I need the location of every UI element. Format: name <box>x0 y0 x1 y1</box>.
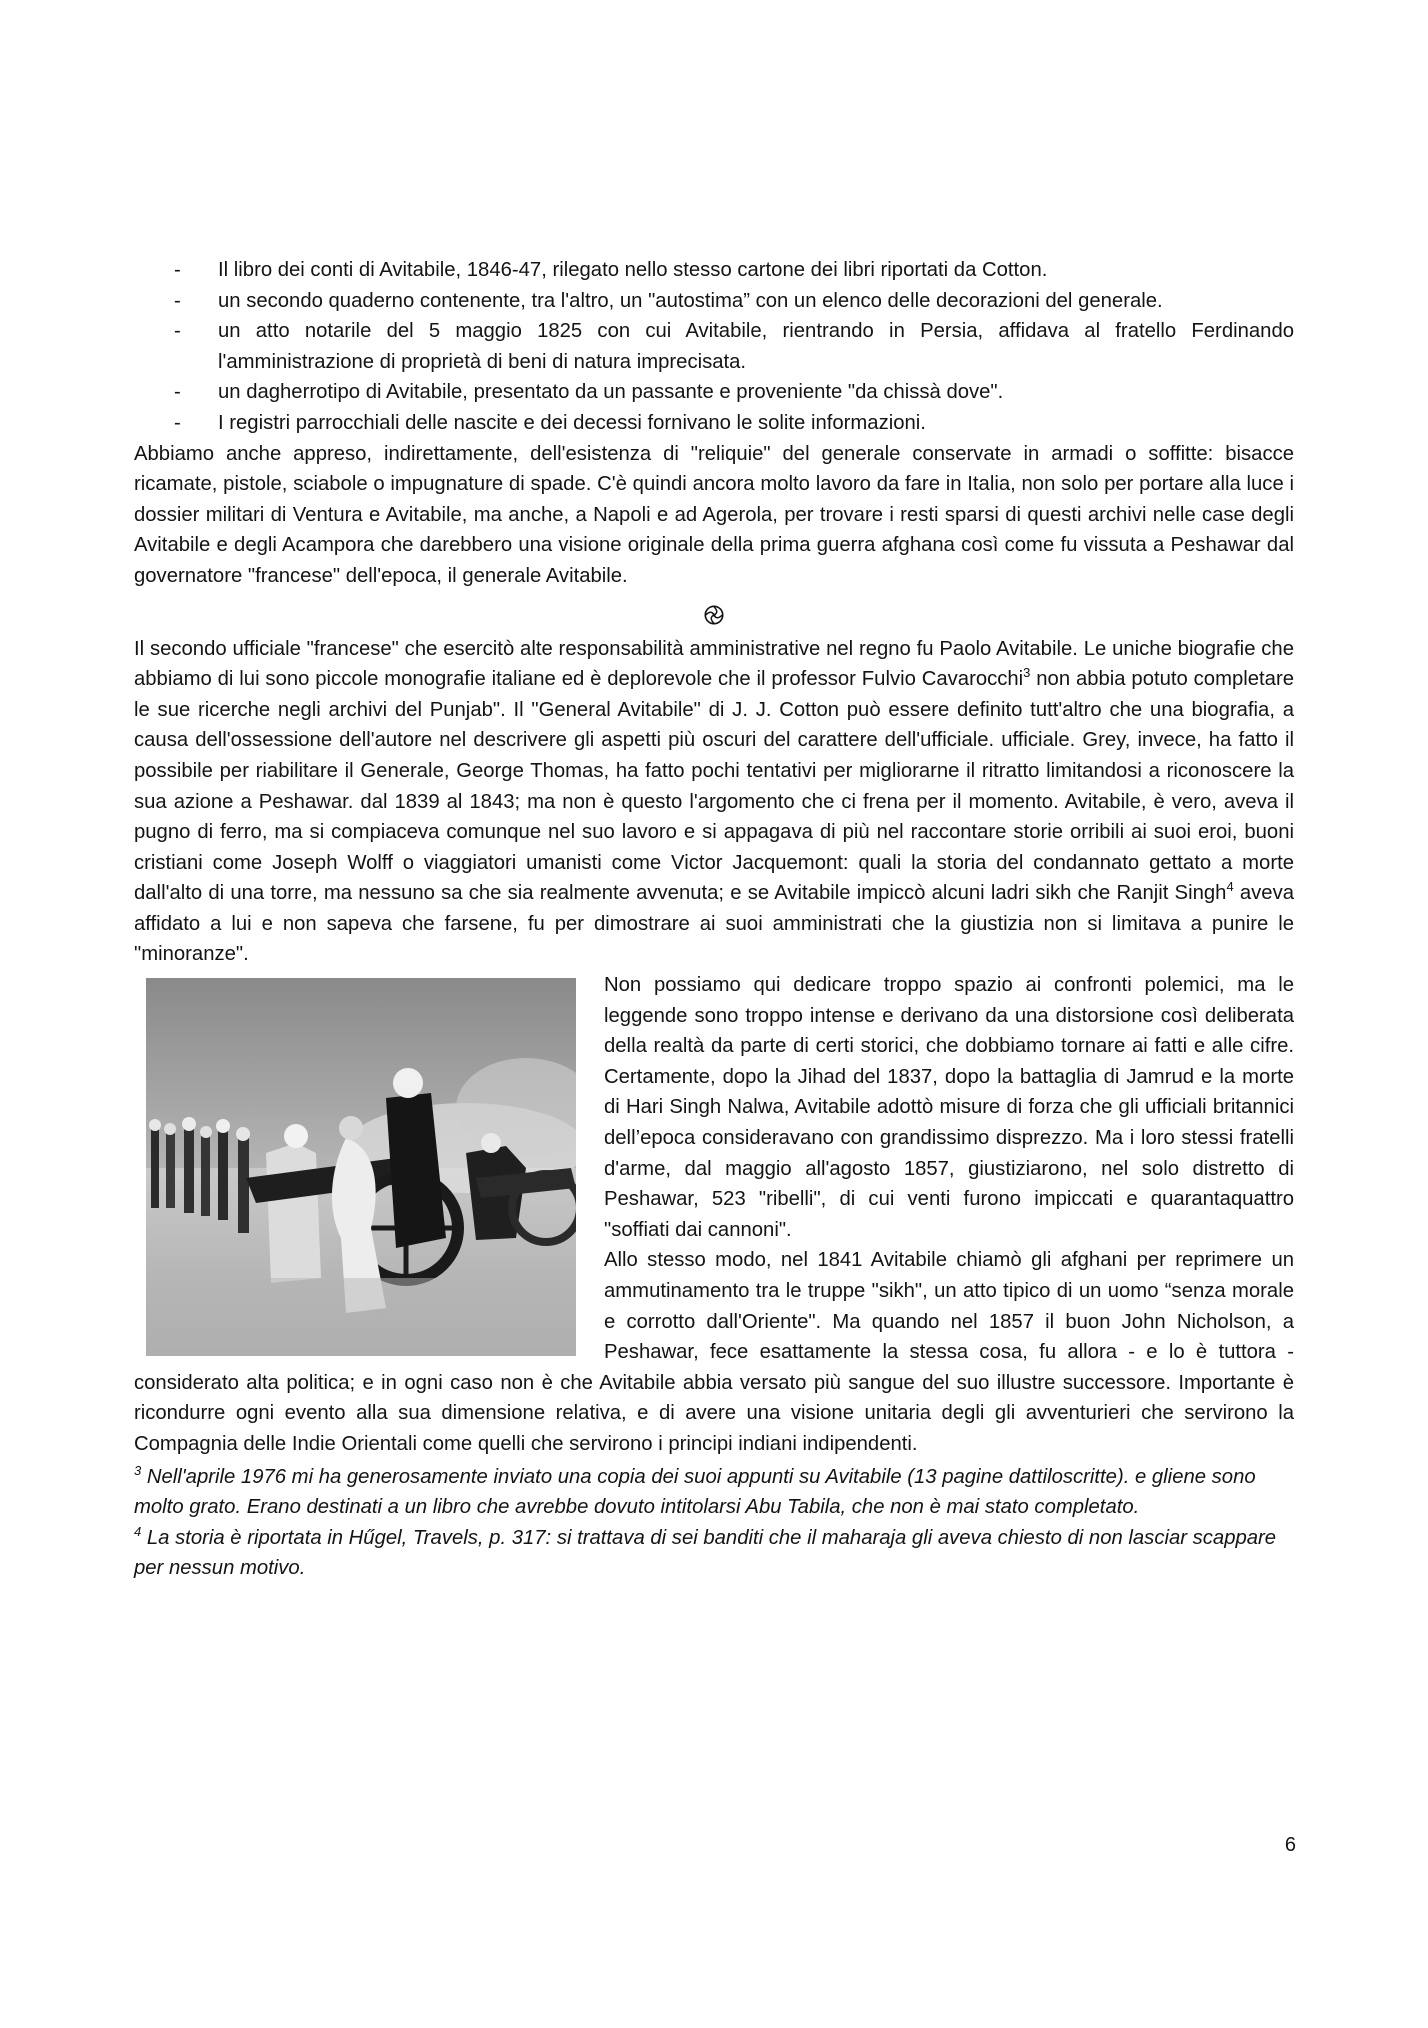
spiral-ornament-icon <box>703 604 725 626</box>
footnote-3: $^3$ Nell'aprile 1976 mi ha generosamente inviato una copia dei suoi appunti su Avitabile (13 pagine dattiloscritte). e gliene sono molto grato. Erano destinati a un libro che avrebbe dovuto intitolarsi Abu Tabila, che non è mai stato completato. <box>134 1462 1256 1519</box>
bulleted-list <box>134 255 1294 439</box>
section-separator <box>134 592 1294 634</box>
footnote-4: $^4$ La storia è riportata in Hűgel, Travels, p. 317: si trattava di sei banditi che il maharaja gli aveva chiesto di non lasciar scappare per nessun motivo. <box>134 1523 1277 1580</box>
list-item: - I registri parrocchiali delle nascite e dei decessi fornivano le solite informazioni. <box>134 408 1294 439</box>
footnote-ref-3[interactable]: 3 <box>1023 665 1031 681</box>
list-marker: - <box>174 411 181 434</box>
list-item: - un dagherrotipo di Avitabile, presentato da un passante e proveniente "da chissà dove". <box>134 377 1294 408</box>
footnote-number: 4 <box>134 1523 142 1539</box>
historical-photo <box>146 978 576 1356</box>
list-item: - un secondo quaderno contenente, tra l'altro, un "autostima” con un elenco delle decorazioni del generale. <box>134 286 1294 317</box>
paragraph-avitabile-intro: Il secondo ufficiale "francese" che esercitò alte responsabilità amministrative nel regno fu Paolo Avitabile. Le uniche biografie che abbiamo di lui sono piccole monografie italiane ed è deplorevole che il professor Fulvio Cavarocchi$^3$ non abbia potuto completare le sue ricerche negli archivi del Punjab". Il "General Avitabile" di J. J. Cotton può essere definito tutt'altro che una biografia, a causa dell'ossessione dell'autore nel descrivere gli aspetti più oscuri del carattere dell'ufficiale. ufficiale. Grey, invece, ha fatto il possibile per riabilitare il Generale, George Thomas, ha fatto pochi tentativi per migliorarne il ritratto limitandosi a riconoscere la sua azione a Peshawar. dal 1839 al 1843; ma non è questo l'argomento che ci frena per il momento. Avitabile, è vero, aveva il pugno di ferro, ma si compiaceva comunque nel suo lavoro e si appagava di più nel raccontare storie orribili ai suoi eroi, buoni cristiani come Joseph Wolff o viaggiatori umanisti come Victor Jacquemont: quali la storia del condannato gettato a morte dall'alto di una torre, ma nessuno sa che sia realmente avvenuta; e se Avitabile impiccò alcuni ladri sikh che Ranjit Singh$^4$ aveva affidato a lui e non sapeva che farsene, fu per dimostrare ai suoi amministrati che la giustizia non si limitava a punire le "minoranze". <box>134 637 1294 966</box>
footnote-number: 3 <box>134 1462 142 1478</box>
page-number: 6 <box>1284 1834 1296 1856</box>
cannon-execution-photo <box>146 978 576 1356</box>
list-item: - Il libro dei conti di Avitabile, 1846-47, rilegato nello stesso cartone dei libri riportati da Cotton. <box>134 255 1294 286</box>
list-marker: - <box>174 381 181 404</box>
paragraph-nicholson: Allo stesso modo, nel 1841 Avitabile chiamò gli afghani per reprimere un ammutinamento tra le truppe "sikh", un atto tipico di un uomo “senza morale e corrotto dall'Oriente". Ma quando nel 1857 il buon John Nicholson, a Peshawar, fece esattamente la stessa cosa, fu allora - e lo è tuttora - considerato alta politica; e in ogni caso non è che Avitabile abbia versato più sangue del suo illustre successore. Importante è ricondurre ogni evento alla sua dimensione relativa, e di avere una visione unitaria degli gli avventurieri che servirono la Compagnia delle Indie Orientali come quelli che servirono i principi indiani indipendenti. <box>134 1249 1294 1455</box>
footnotes <box>134 1462 1294 1584</box>
list-item: - un atto notarile del 5 maggio 1825 con cui Avitabile, rientrando in Persia, affidava al fratello Ferdinando l'amministrazione di proprietà di beni di natura imprecisata. <box>134 316 1294 377</box>
list-marker: - <box>174 259 181 281</box>
paragraph-legends: Non possiamo qui dedicare troppo spazio ai confronti polemici, ma le leggende sono troppo intense e derivano da una distorsione così deliberata della realtà da parte di certi storici, che dobbiamo tornare ai fatti e alle cifre. Certamente, dopo la Jihad del 1837, dopo la battaglia di Jamrud e la morte di Hari Singh Nalwa, Avitabile adottò misure di forza che gli ufficiali britannici dell’epoca consideravano con grandissimo disprezzo. Ma i loro stessi fratelli d'arme, dal maggio all'agosto 1857, giustiziarono, nel solo distretto di Peshawar, 523 "ribelli", di cui venti furono impiccati e quarantaquattro "soffiati dai cannoni". <box>604 974 1294 1241</box>
paragraph-relics: Abbiamo anche appreso, indirettamente, dell'esistenza di "reliquie" del generale conservate in armadi o soffitte: bisacce ricamate, pistole, sciabole o impugnature di spade. C'è quindi ancora molto lavoro da fare in Italia, non solo per portare alla luce i dossier militari di Ventura e Avitabile, ma anche, a Napoli e ad Agerola, per trovare i resti sparsi di questi archivi nelle case degli Avitabile e degli Acampora che darebbero una visione originale della prima guerra afghana così come fu vissuta a Peshawar dal governatore "francese" dell'epoca, il generale Avitabile. <box>134 442 1294 587</box>
footnote-ref-4[interactable]: 4 <box>1226 879 1234 895</box>
figure-with-text <box>134 970 1294 1460</box>
list-marker: - <box>174 289 181 312</box>
page-content <box>134 255 1294 1584</box>
list-marker: - <box>174 320 181 343</box>
